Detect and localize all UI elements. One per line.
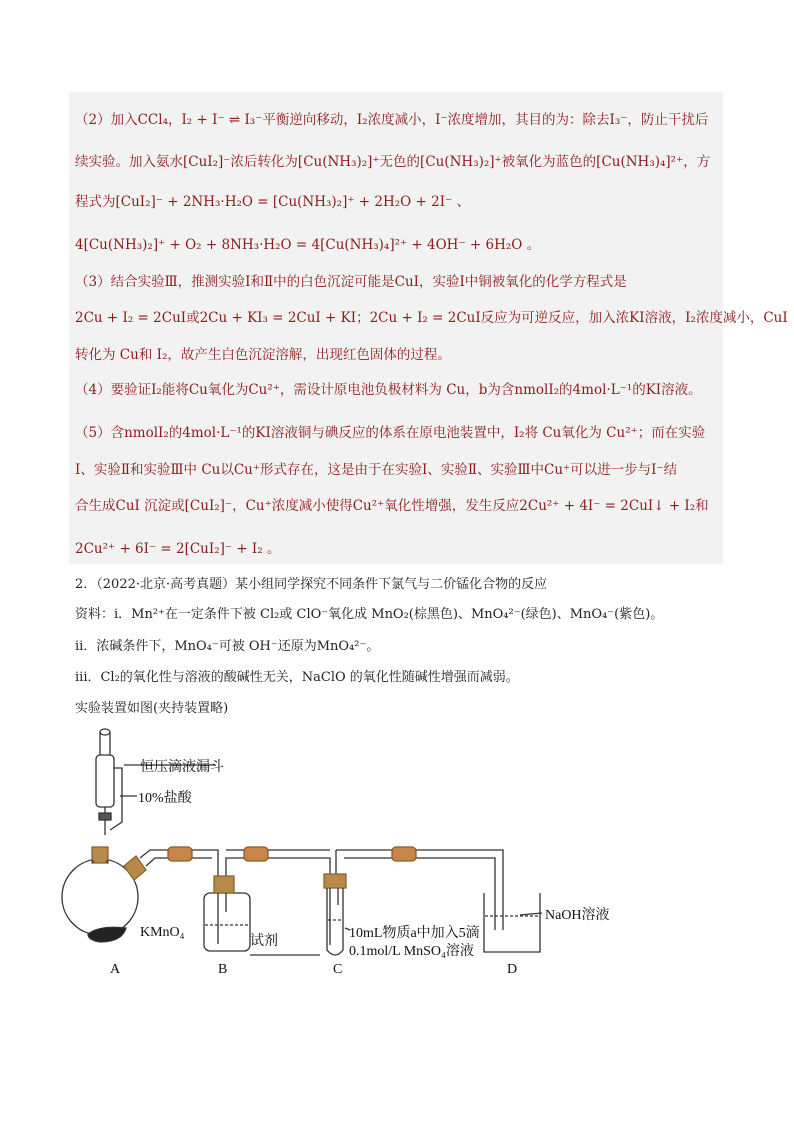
answer-line: （3）结合实验Ⅲ，推测实验Ⅰ和Ⅱ中的白色沉淀可能是CuI，实验Ⅰ中铜被氧化的化学方程式是 [75,274,627,290]
answer-line: 转化为 Cu和 I₂，故产生白色沉淀溶解，出现红色固体的过程。 [75,347,451,363]
answer-line: 续实验。加入氨水[CuI₂]⁻浓后转化为[Cu(NH₃)₂]⁺无色的[Cu(NH₃)₂]⁺被氧化为蓝色的[Cu(NH₃)₄]²⁺，方 [75,154,711,170]
answer-line: （4）要验证I₂能将Cu氧化为Cu²⁺，需设计原电池负极材料为 Cu，b为含nmolI₂的4mol·L⁻¹的KI溶液。 [75,382,702,398]
answer-line: （5）含nmolI₂的4mol·L⁻¹的KI溶液铜与碘反应的体系在原电池装置中，I₂将 Cu氧化为 Cu²⁺；而在实验 [75,425,706,441]
label-a: A [110,962,121,977]
label-b: B [218,962,228,977]
kmno4-label: KMnO₄ [140,925,185,940]
answer-line: 4[Cu(NH₃)₂]⁺ + O₂ + 8NH₃·H₂O = 4[Cu(NH₃)₄]²⁺ + 4OH⁻ + 6H₂O 。 [75,237,541,253]
answer-line: （2）加入CCl₄，I₂ + I⁻ ⇌ I₃⁻平衡逆向移动，I₂浓度减小，I⁻浓度增加，其目的为：除去I₃⁻，防止干扰后 [75,112,709,128]
naoh-label: NaOH溶液 [545,908,610,923]
setup-caption: 实验装置如图(夹持装置略) [75,701,229,716]
funnel-label: 恒压滴液漏斗 [140,760,224,775]
c-label-line1: 10mL物质a中加入5滴 [349,926,480,941]
info-i: 资料：i．Mn²⁺在一定条件下被 Cl₂或 ClO⁻氧化成 MnO₂(棕黑色)、MnO₄²⁻(绿色)、MnO₄⁻(紫色)。 [75,607,664,622]
label-d: D [507,962,518,977]
answer-line: 程式为[CuI₂]⁻ + 2NH₃·H₂O = [Cu(NH₃)₂]⁺ + 2H₂O + 2I⁻ 、 [75,194,470,210]
info-iii: iii．Cl₂的氧化性与溶液的酸碱性无关，NaClO 的氧化性随碱性增强而减弱。 [75,670,519,685]
acid-label: 10%盐酸 [138,791,192,806]
info-ii: ii．浓碱条件下，MnO₄⁻可被 OH⁻还原为MnO₄²⁻。 [75,639,380,654]
answer-line: 合生成CuI 沉淀或[CuI₂]⁻，Cu⁺浓度减小使得Cu²⁺氧化性增强，发生反应2Cu²⁺ + 4I⁻ = 2CuI↓ + I₂和 [75,498,709,514]
c-label-line2: 0.1mol/L MnSO₄溶液 [349,944,474,959]
reagent-label: 试剂 [250,934,278,949]
label-c: C [333,962,343,977]
question-title: 2．（2022·北京·高考真题）某小组同学探究不同条件下氯气与二价锰化合物的反应 [75,577,548,592]
answer-line: Ⅰ、实验Ⅱ和实验Ⅲ中 Cu以Cu⁺形式存在，这是由于在实验Ⅰ、实验Ⅱ、实验Ⅲ中Cu⁺可以进一步与I⁻结 [75,462,678,478]
answer-line: 2Cu + I₂ = 2CuI或2Cu + KI₃ = 2CuI + KI；2Cu + I₂ = 2CuI反应为可逆反应，加入浓KI溶液，I₂浓度减小，CuI [75,310,788,326]
answer-line: 2Cu²⁺ + 6I⁻ = 2[CuI₂]⁻ + I₂ 。 [75,541,281,557]
